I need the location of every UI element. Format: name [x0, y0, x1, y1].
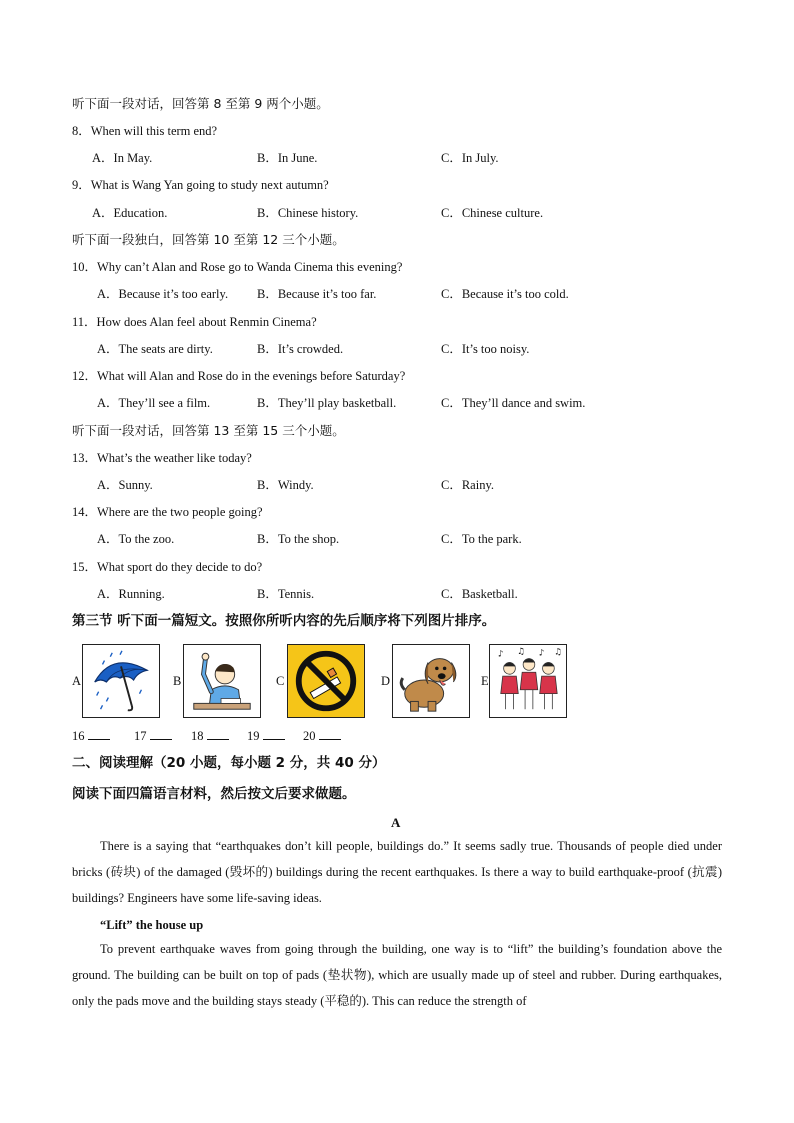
umbrella-icon: [82, 644, 160, 718]
passage-label: A: [391, 815, 401, 830]
q8-option-c: C．In July.: [441, 151, 499, 165]
answer-blank-16[interactable]: 16: [72, 728, 110, 744]
q15-option-c: C．Basketball.: [441, 587, 518, 601]
section3-title: 第三节 听下面一篇短文。按照你所听内容的先后顺序将下列图片排序。: [72, 613, 496, 629]
student-raising-hand-icon: [183, 644, 261, 718]
q11-option-b: B．It’s crowded.: [257, 342, 344, 356]
q12-option-b: B．They’ll play basketball.: [257, 396, 397, 410]
question-14: 14．Where are the two people going?: [72, 505, 263, 519]
question-8: 8．When will this term end?: [72, 124, 218, 138]
q9-option-a: A．Education.: [92, 206, 168, 220]
dog-icon: [392, 644, 470, 718]
q10-option-b: B．Because it’s too far.: [257, 287, 377, 301]
answer-blank-20[interactable]: 20: [303, 728, 341, 744]
picture-a-label: A: [72, 674, 82, 688]
q8-option-a: A．In May.: [92, 151, 153, 165]
q13-option-c: C．Rainy.: [441, 478, 495, 492]
no-smoking-icon: [287, 644, 365, 718]
q11-option-a: A．The seats are dirty.: [97, 342, 213, 356]
q13-option-a: A．Sunny.: [97, 478, 153, 492]
q12-option-a: A．They’ll see a film.: [97, 396, 211, 410]
section-intro-8-9: 听下面一段对话，回答第 8 至第 9 两个小题。: [72, 96, 329, 111]
section-intro-10-12: 听下面一段独白，回答第 10 至第 12 三个小题。: [72, 232, 345, 247]
q8-option-b: B．In June.: [257, 151, 318, 165]
picture-b-label: B: [173, 674, 182, 688]
singing-girls-icon: [489, 644, 567, 718]
q14-option-b: B．To the shop.: [257, 532, 340, 546]
q15-option-a: A．Running.: [97, 587, 165, 601]
passage-subtitle: “Lift” the house up: [100, 918, 204, 932]
svg-text:♪: ♪: [538, 648, 545, 659]
part2-instruction: 阅读下面四篇语言材料，然后按文后要求做题。: [72, 786, 356, 802]
q9-option-b: B．Chinese history.: [257, 206, 359, 220]
question-10: 10．Why can’t Alan and Rose go to Wanda Cinema this evening?: [72, 260, 403, 274]
answer-blank-18[interactable]: 18: [191, 728, 229, 744]
passage-paragraph-2: To prevent earthquake waves from going through the building, one way is to “lift” the building’s foundation above the ground. The building can be built on top of pads (垫状物), which are usually made up of steel and rubber. During earthquakes, only the pads move and the building stays steady (平稳的). This can reduce the strength of: [72, 942, 722, 1008]
q14-option-c: C．To the park.: [441, 532, 522, 546]
q14-option-a: A．To the zoo.: [97, 532, 175, 546]
question-11: 11．How does Alan feel about Renmin Cinema?: [72, 315, 317, 329]
answer-blank-17[interactable]: 17: [134, 728, 172, 744]
question-9: 9．What is Wang Yan going to study next autumn?: [72, 178, 329, 192]
part2-title: 二、阅读理解（20 小题，每小题 2 分，共 40 分）: [72, 755, 386, 771]
picture-e-label: E: [481, 674, 489, 688]
passage-paragraph-1: There is a saying that “earthquakes don’t kill people, buildings do.” It seems sadly true. Thousands of people died under bricks (砖块) of the damaged (毁坏的) buildings during the recent earthquakes. Is there a way to build earthquake-proof (抗震) buildings? Engineers have some life-saving ideas.: [72, 839, 722, 905]
section-intro-13-15: 听下面一段对话，回答第 13 至第 15 三个小题。: [72, 423, 345, 438]
picture-c-label: C: [276, 674, 285, 688]
q12-option-c: C．They’ll dance and swim.: [441, 396, 586, 410]
q9-option-c: C．Chinese culture.: [441, 206, 544, 220]
svg-text:♫: ♫: [554, 647, 563, 658]
picture-d-label: D: [381, 674, 391, 688]
q13-option-b: B．Windy.: [257, 478, 314, 492]
q11-option-c: C．It’s too noisy.: [441, 342, 530, 356]
question-13: 13．What’s the weather like today?: [72, 451, 252, 465]
q10-option-a: A．Because it’s too early.: [97, 287, 229, 301]
question-15: 15．What sport do they decide to do?: [72, 560, 263, 574]
svg-text:♪: ♪: [497, 649, 504, 660]
question-12: 12．What will Alan and Rose do in the evenings before Saturday?: [72, 369, 406, 383]
svg-text:♫: ♫: [517, 646, 526, 657]
q15-option-b: B．Tennis.: [257, 587, 315, 601]
q10-option-c: C．Because it’s too cold.: [441, 287, 569, 301]
answer-blank-19[interactable]: 19: [247, 728, 285, 744]
